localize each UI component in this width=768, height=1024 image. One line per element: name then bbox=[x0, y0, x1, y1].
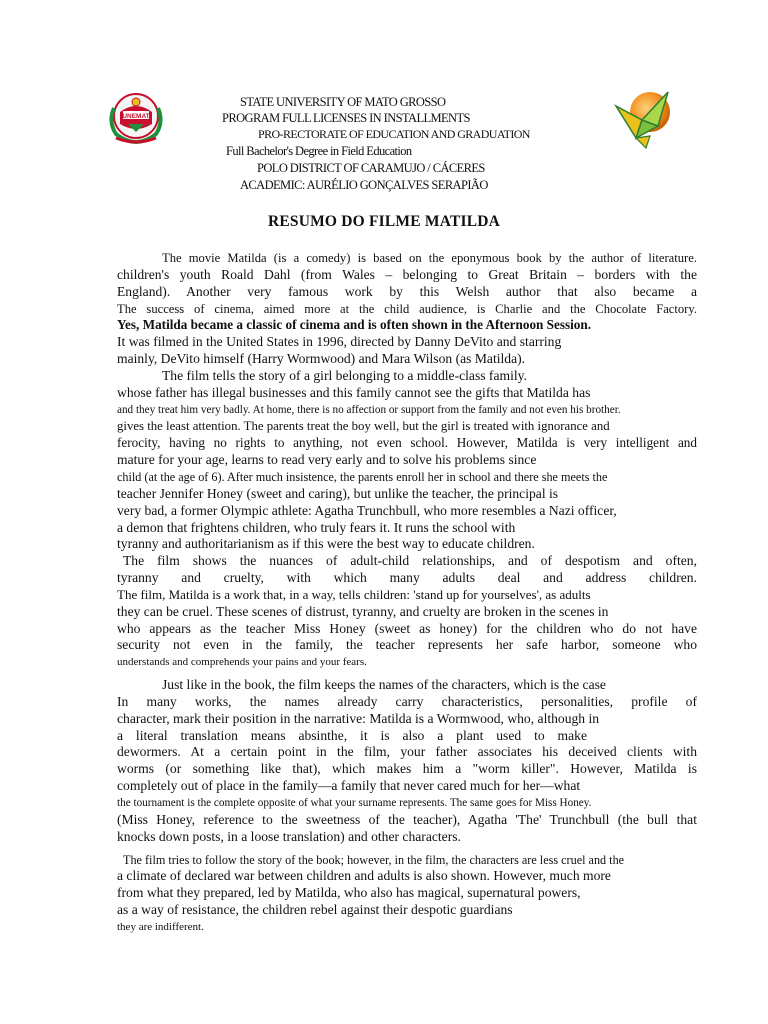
header-line: POLO DISTRICT OF CARAMUJO / CÁCERES bbox=[257, 161, 485, 175]
header-line: STATE UNIVERSITY OF MATO GROSSO bbox=[240, 95, 446, 109]
text-line: security not even in the family, the teacher represents her safe harbor, someone who bbox=[117, 637, 697, 653]
origami-bird-icon bbox=[612, 86, 678, 150]
header-line: PROGRAM FULL LICENSES IN INSTALLMENTS bbox=[222, 111, 470, 125]
text-line: tyranny and authoritarianism as if this were the best way to educate children. bbox=[117, 536, 535, 552]
crest-label: UNEMAT bbox=[122, 113, 150, 120]
text-line: knocks down posts, in a loose translation) and other characters. bbox=[117, 828, 461, 844]
text-line: children's youth Roald Dahl (from Wales – belonging to Great Britain – borders with the bbox=[117, 266, 697, 282]
text-line: In many works, the names already carry characteristics, personalities, profile of bbox=[117, 693, 697, 709]
text-line: dewormers. At a certain point in the film, your father associates his deceived clients with bbox=[117, 744, 697, 760]
header-line: Full Bachelor's Degree in Field Education bbox=[226, 144, 412, 158]
text-line: teacher Jennifer Honey (sweet and caring), but unlike the teacher, the principal is bbox=[117, 485, 559, 501]
text-line: The film shows the nuances of adult-child relationships, and of despotism and often, bbox=[123, 553, 697, 569]
university-crest-icon bbox=[106, 88, 166, 146]
text-line: The film tries to follow the story of the book; however, in the film, the characters are less cruel and the bbox=[123, 852, 625, 867]
text-line: a literal translation means absinthe, it is also a plant used to make bbox=[117, 727, 587, 743]
text-line: child (at the age of 6). After much insistence, the parents enroll her in school and there she meets the bbox=[117, 469, 608, 484]
header-line: ACADEMIC: AURÉLIO GONÇALVES SERAPIÃO bbox=[240, 178, 488, 192]
text-line: a climate of declared war between children and adults is also shown. However, much more bbox=[117, 868, 611, 884]
text-line: whose father has illegal businesses and this family cannot see the gifts that Matilda has bbox=[117, 384, 591, 400]
text-line: The film, Matilda is a work that, in a way, tells children: 'stand up for yourselves', as adults bbox=[117, 586, 591, 602]
text-line: mature for your age, learns to read very early and to solve his problems since bbox=[117, 452, 537, 468]
text-line: the tournament is the complete opposite of what your surname represents. The same goes for Miss Honey. bbox=[117, 797, 592, 809]
text-line: The movie Matilda (is a comedy) is based on the eponymous book by the author of literature. bbox=[162, 251, 697, 265]
text-line: gives the least attention. The parents treat the boy well, but the girl is treated with ignorance and bbox=[117, 419, 610, 434]
text-line: It was filmed in the United States in 1996, directed by Danny DeVito and starring bbox=[117, 334, 562, 350]
text-line: England). Another very famous work by this Welsh author that also became a bbox=[117, 283, 697, 299]
page-title: RESUMO DO FILME MATILDA bbox=[267, 213, 501, 230]
text-line: a demon that frightens children, who truly fears it. It runs the school with bbox=[117, 519, 516, 535]
text-line: understands and comprehends your pains and your fears. bbox=[117, 656, 367, 669]
text-line: Just like in the book, the film keeps the names of the characters, which is the case bbox=[162, 677, 606, 693]
text-line: and they treat him very badly. At home, there is no affection or support from the family and not even his brother. bbox=[117, 403, 621, 416]
text-line: tyranny and cruelty, with which many adults deal and address children. bbox=[117, 570, 697, 586]
text-line: completely out of place in the family—a family that never cared much for her—what bbox=[117, 778, 581, 794]
text-line: character, mark their position in the narrative: Matilda is a Wormwood, who, although in bbox=[117, 710, 600, 726]
text-line: very bad, a former Olympic athlete: Agatha Trunchbull, who more resembles a Nazi officer, bbox=[117, 502, 617, 518]
text-line: mainly, DeVito himself (Harry Wormwood) and Mara Wilson (as Matilda). bbox=[117, 351, 526, 367]
text-line: who appears as the teacher Miss Honey (sweet as honey) for the children who do not have bbox=[117, 620, 697, 636]
text-line: they can be cruel. These scenes of distrust, tyranny, and cruelty are broken in the scenes in bbox=[117, 603, 609, 619]
text-line: The success of cinema, aimed more at the child audience, is Charlie and the Chocolate Factory. bbox=[117, 301, 697, 316]
text-line: from what they prepared, led by Matilda, who also has magical, supernatural powers, bbox=[117, 885, 581, 901]
text-line: Yes, Matilda became a classic of cinema and is often shown in the Afternoon Session. bbox=[117, 317, 592, 333]
text-line: The film tells the story of a girl belonging to a middle-class family. bbox=[162, 367, 527, 383]
header-line: PRO-RECTORATE OF EDUCATION AND GRADUATION bbox=[258, 127, 530, 141]
text-line: worms (or something like that), which makes him a "worm killer". However, Matilda is bbox=[117, 761, 697, 777]
summary-body bbox=[117, 250, 697, 936]
text-line: as a way of resistance, the children rebel against their despotic guardians bbox=[117, 902, 513, 918]
text-line: ferocity, having no rights to anything, not even school. However, Matilda is very intelligent and bbox=[117, 435, 697, 451]
text-line: they are indifferent. bbox=[117, 920, 204, 933]
text-line: (Miss Honey, reference to the sweetness of the teacher), Agatha 'The' Trunchbull (the bull that bbox=[117, 811, 697, 827]
